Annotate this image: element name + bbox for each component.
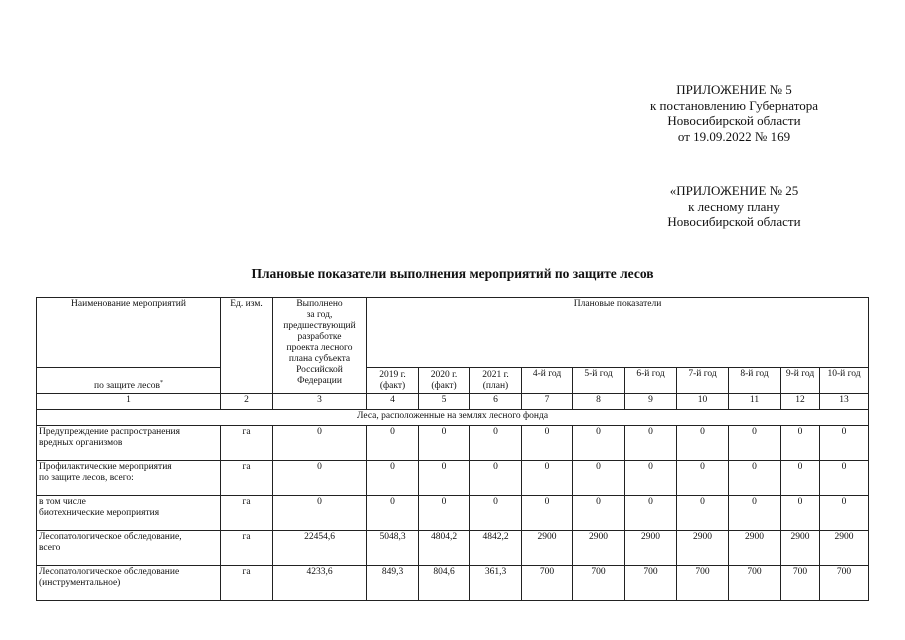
header-year: 9-й год (781, 368, 820, 394)
row-value: 5048,3 (367, 531, 419, 566)
column-number: 4 (367, 394, 419, 410)
table-row (37, 566, 869, 601)
row-value: 0 (781, 461, 820, 496)
header-year: 2019 г. (факт) (367, 368, 419, 394)
header-year: 5-й год (573, 368, 625, 394)
table-row (37, 496, 869, 531)
table-row (37, 461, 869, 496)
header-year: 2021 г. (план) (470, 368, 522, 394)
column-number-row (37, 394, 869, 410)
row-value: 700 (677, 566, 729, 601)
row-unit: га (221, 426, 273, 461)
header-name-top: Наименование мероприятий (37, 298, 221, 368)
row-value: 4842,2 (470, 531, 522, 566)
column-number: 5 (419, 394, 470, 410)
row-value: 2900 (677, 531, 729, 566)
row-value: 700 (781, 566, 820, 601)
row-value: 2900 (729, 531, 781, 566)
row-value: 0 (470, 496, 522, 531)
row-value: 0 (522, 461, 573, 496)
row-value: 0 (625, 496, 677, 531)
column-number: 13 (820, 394, 869, 410)
header-name-bottom: по защите лесов* (37, 368, 221, 394)
row-value: 0 (367, 496, 419, 531)
row-value: 361,3 (470, 566, 522, 601)
row-value: 0 (677, 496, 729, 531)
section-row (37, 410, 869, 426)
appendix-main-line: Новосибирской области (667, 113, 801, 128)
column-number: 12 (781, 394, 820, 410)
row-value: 0 (470, 461, 522, 496)
row-unit: га (221, 531, 273, 566)
section-title: Леса, расположенные на землях лесного фонда (37, 410, 869, 426)
row-value: 0 (367, 426, 419, 461)
row-value: 0 (781, 426, 820, 461)
row-value: 0 (522, 426, 573, 461)
appendix-main-line: от 19.09.2022 № 169 (677, 128, 791, 144)
row-value: 0 (419, 496, 470, 531)
appendix-forest-plan-line: «ПРИЛОЖЕНИЕ № 25 (669, 183, 799, 198)
row-value: 0 (729, 496, 781, 531)
row-name: Лесопатологическое обследование (инструментальное) (37, 566, 221, 601)
row-previous: 0 (273, 426, 367, 461)
table-row (37, 426, 869, 461)
document-title: Плановые показатели выполнения мероприятий по защите лесов (251, 266, 654, 281)
row-value: 0 (367, 461, 419, 496)
row-value: 2900 (625, 531, 677, 566)
row-value: 2900 (781, 531, 820, 566)
column-number: 7 (522, 394, 573, 410)
row-value: 0 (820, 426, 869, 461)
row-name: в том числе биотехнические мероприятия (37, 496, 221, 531)
forest-protection-table (36, 297, 869, 601)
row-value: 700 (522, 566, 573, 601)
row-value: 0 (573, 496, 625, 531)
appendix-main-line: ПРИЛОЖЕНИЕ № 5 (676, 82, 792, 97)
header-year: 4-й год (522, 368, 573, 394)
row-value: 0 (573, 426, 625, 461)
appendix-forest-plan-header (628, 183, 840, 230)
column-number: 10 (677, 394, 729, 410)
table-row (37, 531, 869, 566)
appendix-main-line: к постановлению Губернатора (649, 97, 819, 113)
row-value: 804,6 (419, 566, 470, 601)
row-unit: га (221, 496, 273, 531)
row-value: 0 (522, 496, 573, 531)
column-number: 3 (273, 394, 367, 410)
row-value: 0 (419, 426, 470, 461)
row-value: 0 (625, 461, 677, 496)
row-value: 700 (573, 566, 625, 601)
row-value: 2900 (820, 531, 869, 566)
row-value: 0 (677, 461, 729, 496)
row-value: 0 (729, 461, 781, 496)
column-number: 8 (573, 394, 625, 410)
row-previous: 22454,6 (273, 531, 367, 566)
column-number: 1 (37, 394, 221, 410)
header-previous-year: Выполнено за год, предшествующий разработке проекта лесного плана субъекта Российской Федерации (273, 298, 367, 394)
row-name: Лесопатологическое обследование, всего (37, 531, 221, 566)
row-previous: 0 (273, 496, 367, 531)
row-name: Предупреждение распространения вредных организмов (37, 426, 221, 461)
row-value: 0 (573, 461, 625, 496)
row-unit: га (221, 566, 273, 601)
row-value: 0 (677, 426, 729, 461)
row-value: 0 (781, 496, 820, 531)
row-value: 2900 (573, 531, 625, 566)
header-year: 6-й год (625, 368, 677, 394)
header-year: 8-й год (729, 368, 781, 394)
column-number: 9 (625, 394, 677, 410)
row-value: 0 (820, 461, 869, 496)
row-value: 4804,2 (419, 531, 470, 566)
row-value: 0 (625, 426, 677, 461)
header-year: 7-й год (677, 368, 729, 394)
row-name: Профилактические мероприятия по защите лесов, всего: (37, 461, 221, 496)
row-value: 0 (419, 461, 470, 496)
row-previous: 0 (273, 461, 367, 496)
column-number: 2 (221, 394, 273, 410)
appendix-forest-plan-line: Новосибирской области (667, 214, 801, 229)
row-value: 700 (729, 566, 781, 601)
header-planned-indicators: Плановые показатели (367, 298, 869, 368)
header-year: 2020 г. (факт) (419, 368, 470, 394)
row-previous: 4233,6 (273, 566, 367, 601)
header-unit: Ед. изм. (221, 298, 273, 394)
appendix-forest-plan-line: к лесному плану (688, 198, 780, 214)
row-value: 0 (729, 426, 781, 461)
column-number: 6 (470, 394, 522, 410)
appendix-main-header (620, 82, 848, 144)
row-value: 700 (625, 566, 677, 601)
row-value: 0 (820, 496, 869, 531)
header-year: 10-й год (820, 368, 869, 394)
row-value: 700 (820, 566, 869, 601)
column-number: 11 (729, 394, 781, 410)
row-value: 0 (470, 426, 522, 461)
row-unit: га (221, 461, 273, 496)
row-value: 2900 (522, 531, 573, 566)
row-value: 849,3 (367, 566, 419, 601)
